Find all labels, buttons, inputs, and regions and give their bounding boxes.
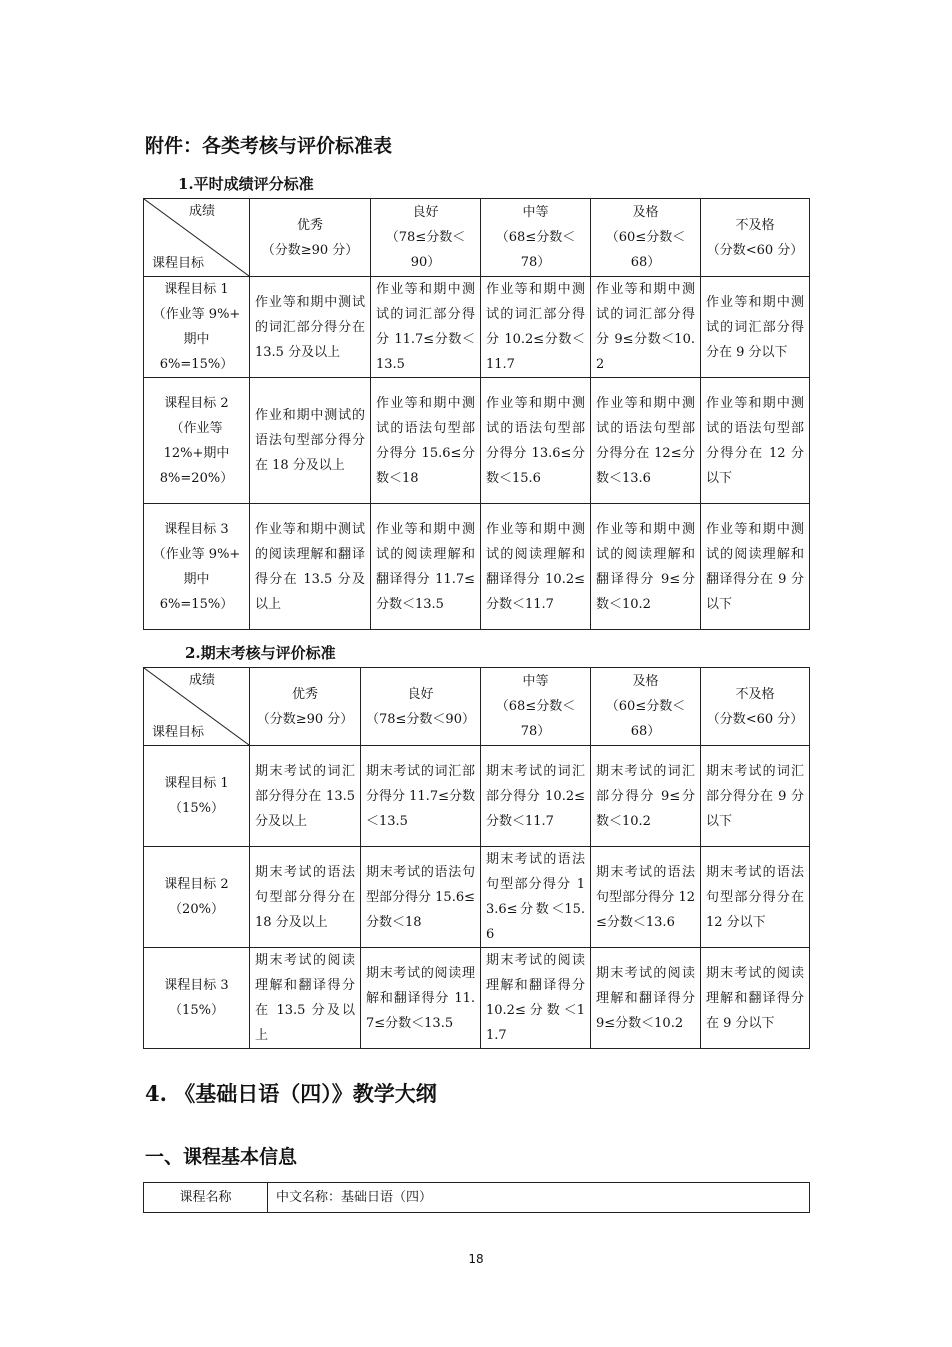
criteria-cell: 期末考试的词汇部分得分 11.7≤分数＜13.5 — [361, 746, 481, 847]
criteria-cell: 期末考试的语法句型部分得分 15.6≤分数＜18 — [361, 847, 481, 948]
criteria-cell: 作业和期中测试的语法句型部分得分在 18 分及以上 — [250, 378, 371, 504]
course-goal-label — [144, 277, 250, 378]
criteria-cell: 作业等和期中测试的阅读理解和翻译得分 10.2≤分数＜11.7 — [481, 504, 591, 630]
label-line: （15%） — [169, 801, 224, 816]
section1-title: 1.平时成绩评分标准 — [178, 175, 314, 193]
grade-header — [250, 668, 361, 746]
header-line: （78≤分数＜ — [385, 230, 466, 245]
header-row — [144, 668, 810, 746]
label-line: （作业等 — [170, 420, 223, 436]
header-line: （78≤分数＜90） — [366, 711, 475, 727]
label-line: （作业等 9%+ — [152, 546, 241, 562]
criteria-cell: 期末考试的词汇部分得分 9≤分数＜10.2 — [591, 746, 701, 847]
header-line: （60≤分数＜ — [605, 699, 686, 714]
criteria-cell: 作业等和期中测试的阅读理解和翻译得分在 13.5 分及以上 — [250, 504, 371, 630]
corner-top-label: 成绩 — [188, 673, 215, 688]
criteria-cell: 作业等和期中测试的语法句型部分得分 13.6≤分数＜15.6 — [481, 378, 591, 504]
label-line: 课程目标 1 — [164, 282, 229, 297]
criteria-cell: 作业等和期中测试的语法句型部分得分在 12 分以下 — [701, 378, 810, 504]
table-row — [144, 504, 810, 630]
course-goal-label — [144, 948, 250, 1049]
header-line: （68≤分数＜ — [495, 699, 576, 714]
criteria-cell: 作业等和期中测试的语法句型部分得分 15.6≤分数＜18 — [371, 378, 481, 504]
header-line: （分数≥90 分） — [261, 242, 359, 258]
grade-header — [591, 668, 701, 746]
criteria-cell: 作业等和期中测试的阅读理解和翻译得分 9≤分数＜10.2 — [591, 504, 701, 630]
criteria-cell: 期末考试的阅读理解和翻译得分在 13.5 分及以上 — [250, 948, 361, 1049]
label-line: 8%=20%） — [159, 470, 234, 486]
header-line: （60≤分数＜ — [605, 230, 686, 245]
label-line: 6%=15%） — [159, 357, 234, 372]
criteria-cell: 期末考试的语法句型部分得分在 12 分以下 — [701, 847, 810, 948]
criteria-cell: 作业等和期中测试的阅读理解和翻译得分 11.7≤分数＜13.5 — [371, 504, 481, 630]
header-line: 优秀 — [291, 686, 318, 702]
label-line: 课程目标 3 — [164, 521, 229, 537]
grade-header — [591, 199, 701, 277]
header-line: 中等 — [522, 205, 549, 220]
header-line: 不及格 — [735, 686, 775, 702]
header-line: 78） — [520, 724, 551, 739]
header-line: 良好 — [407, 686, 434, 702]
label-line: 6%=15%） — [159, 596, 234, 612]
criteria-cell: 期末考试的语法句型部分得分在 18 分及以上 — [250, 847, 361, 948]
criteria-cell: 期末考试的语法句型部分得分 13.6≤分数＜15.6 — [481, 847, 591, 948]
label-line: 课程目标 1 — [164, 776, 229, 791]
basic-info-table — [143, 1182, 810, 1213]
criteria-cell: 期末考试的阅读理解和翻译得分 9≤分数＜10.2 — [591, 948, 701, 1049]
grade-header — [481, 199, 591, 277]
header-line: （分数<60 分） — [706, 711, 804, 727]
criteria-cell: 期末考试的词汇部分得分在 13.5 分及以上 — [250, 746, 361, 847]
criteria-cell: 期末考试的阅读理解和翻译得分 11.7≤分数＜13.5 — [361, 948, 481, 1049]
table-row — [144, 847, 810, 948]
label-line: （15%） — [169, 1003, 224, 1018]
syllabus-title: 4. 《基础日语（四）》教学大纲 — [145, 1081, 437, 1106]
grade-header — [481, 668, 591, 746]
criteria-cell: 期末考试的语法句型部分得分 12≤分数＜13.6 — [591, 847, 701, 948]
criteria-cell: 期末考试的阅读理解和翻译得分在 9 分以下 — [701, 948, 810, 1049]
course-goal-label — [144, 504, 250, 630]
criteria-cell: 作业等和期中测试的语法句型部分得分在 12≤分数＜13.6 — [591, 378, 701, 504]
corner-bottom-label: 课程目标 — [152, 725, 205, 740]
criteria-cell: 作业等和期中测试的阅读理解和翻译得分在 9 分以下 — [701, 504, 810, 630]
header-line: 不及格 — [735, 217, 775, 233]
label-line: 期中 — [183, 332, 210, 347]
grade-header — [361, 668, 481, 746]
header-row — [144, 199, 810, 277]
label-line: （20%） — [169, 902, 224, 917]
criteria-cell: 作业等和期中测试的词汇部分得分 10.2≤分数＜11.7 — [481, 277, 591, 378]
label-line: 课程目标 3 — [164, 978, 229, 993]
header-line: 良好 — [412, 205, 439, 220]
final-exam-table — [143, 667, 810, 1049]
grade-header — [701, 668, 810, 746]
course-name-label: 课程名称 — [144, 1183, 268, 1213]
course-name-value: 中文名称：基础日语（四） — [268, 1183, 810, 1213]
course-goal-label — [144, 746, 250, 847]
corner-bottom-label: 课程目标 — [152, 256, 205, 271]
table-row — [144, 746, 810, 847]
header-line: （68≤分数＜ — [495, 230, 576, 245]
course-goal-label — [144, 378, 250, 504]
grade-header — [701, 199, 810, 277]
attachment-title: 附件：各类考核与评价标准表 — [145, 135, 393, 157]
criteria-cell: 期末考试的词汇部分得分在 9 分以下 — [701, 746, 810, 847]
header-line: （分数≥90 分） — [256, 711, 354, 727]
criteria-cell: 期末考试的词汇部分得分 10.2≤分数＜11.7 — [481, 746, 591, 847]
header-line: 68） — [630, 724, 661, 739]
section2-title: 2.期末考核与评价标准 — [185, 644, 336, 662]
table-row — [144, 1183, 810, 1213]
criteria-cell: 作业等和期中测试的词汇部分得分 11.7≤分数＜13.5 — [371, 277, 481, 378]
label-line: （作业等 9%+ — [152, 307, 241, 322]
corner-cell — [144, 199, 250, 277]
daily-score-table — [143, 198, 810, 630]
table-row — [144, 277, 810, 378]
criteria-cell: 作业等和期中测试的词汇部分得分在 13.5 分及以上 — [250, 277, 371, 378]
label-line: 12%+期中 — [163, 445, 230, 461]
table-row — [144, 948, 810, 1049]
criteria-cell: 作业等和期中测试的词汇部分得分 9≤分数＜10.2 — [591, 277, 701, 378]
header-line: 及格 — [632, 205, 659, 220]
header-line: 中等 — [522, 674, 549, 689]
header-line: 优秀 — [296, 217, 323, 233]
header-line: （分数<60 分） — [706, 242, 804, 258]
header-line: 78） — [520, 255, 551, 270]
label-line: 期中 — [183, 571, 210, 587]
criteria-cell: 期末考试的阅读理解和翻译得分 10.2≤分数＜11.7 — [481, 948, 591, 1049]
grade-header — [250, 199, 371, 277]
header-line: 68） — [630, 255, 661, 270]
header-line: 及格 — [632, 674, 659, 689]
course-goal-label — [144, 847, 250, 948]
corner-top-label: 成绩 — [188, 204, 215, 219]
grade-header — [371, 199, 481, 277]
label-line: 课程目标 2 — [164, 877, 229, 892]
corner-cell — [144, 668, 250, 746]
criteria-cell: 作业等和期中测试的词汇部分得分在 9 分以下 — [701, 277, 810, 378]
page-number: 18 — [468, 1252, 484, 1266]
table-row — [144, 378, 810, 504]
header-line: 90） — [410, 255, 441, 270]
label-line: 课程目标 2 — [164, 395, 229, 411]
basic-info-title: 一、课程基本信息 — [145, 1146, 298, 1168]
